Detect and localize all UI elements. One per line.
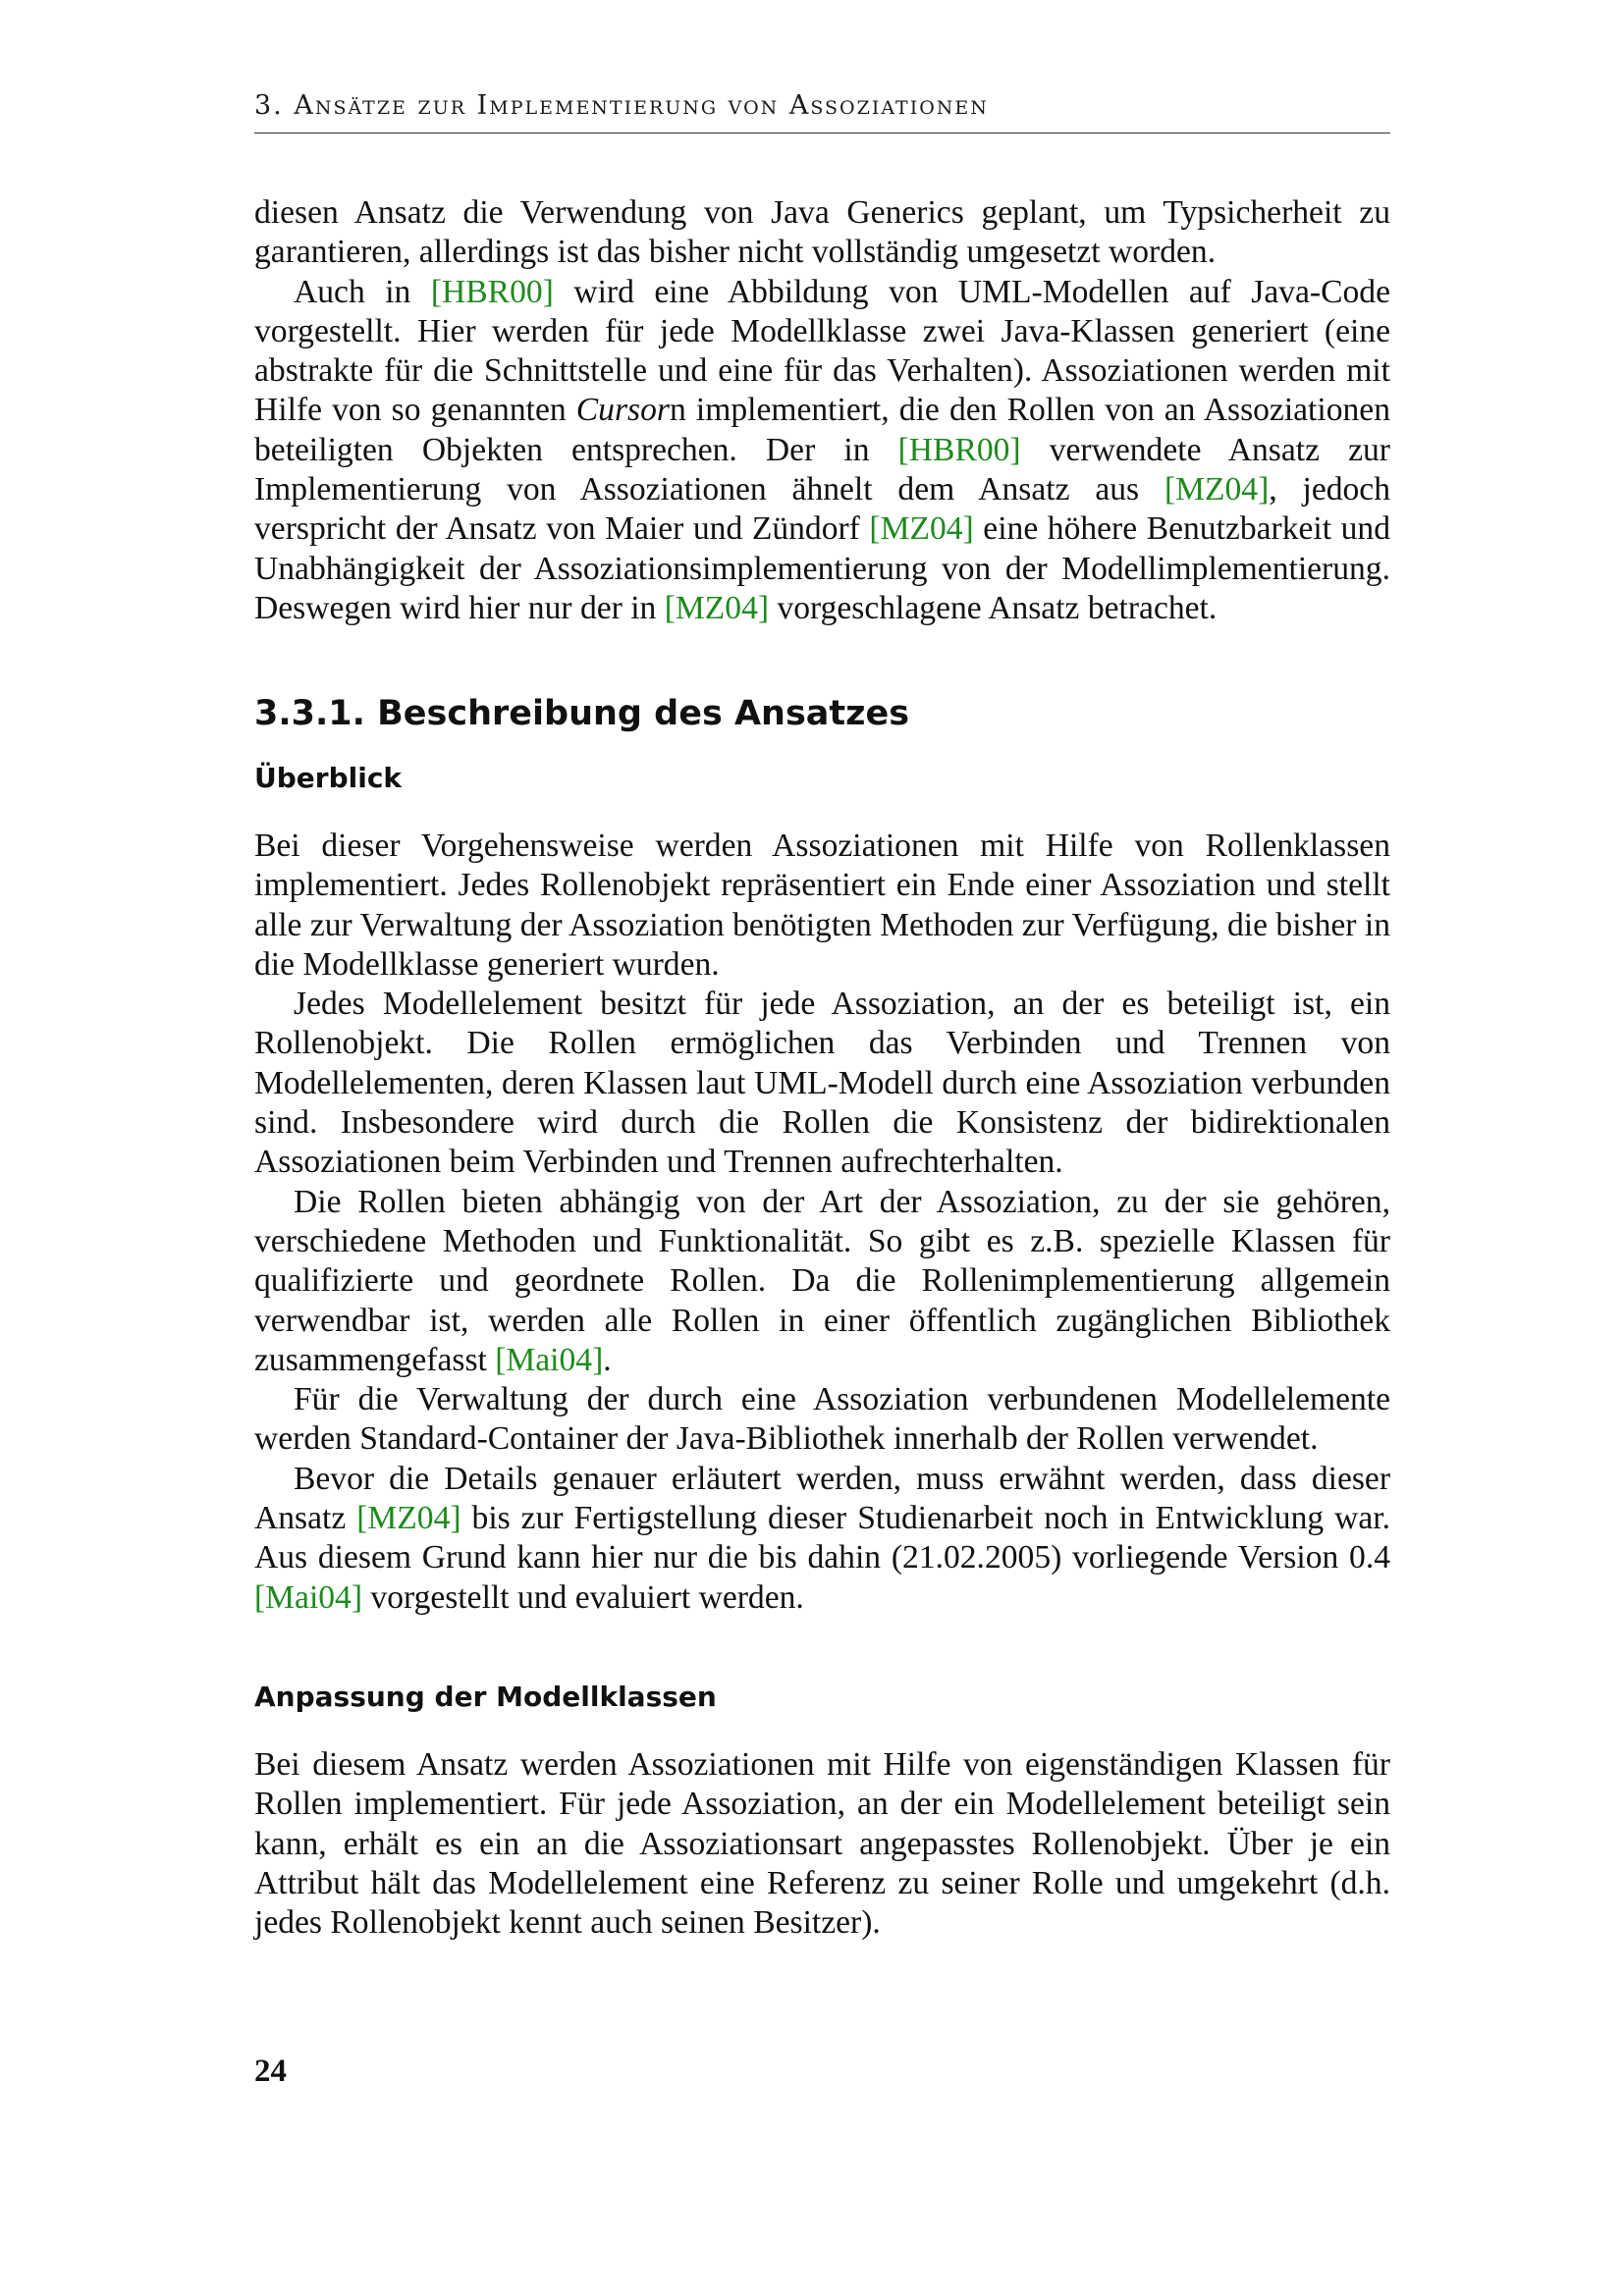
overview-text-block <box>254 827 1390 1618</box>
text-run: , jedoch verspricht der Ansatz von Maier und Zündorf <box>254 471 1390 548</box>
citation-link[interactable]: [MZ04] <box>664 589 770 626</box>
running-head: 3. Ansätze zur Implementierung von Assoziationen <box>254 90 989 121</box>
text-run: bis zur Fertigstellung dieser Studienarbeit noch in Entwicklung war. Aus diesem Grund kann hier nur die bis dahin (21.02.2005) vorliegende Version 0.4 <box>254 1500 1391 1576</box>
citation-link[interactable]: [HBR00] <box>897 431 1021 468</box>
section-heading: 3.3.1. Beschreibung des Ansatzes <box>254 694 910 733</box>
citation-link[interactable]: [MZ04] <box>869 510 974 548</box>
intro-text-block <box>254 193 1390 628</box>
citation-link[interactable]: [MZ04] <box>356 1500 461 1537</box>
emphasis-text: Cursor <box>575 392 670 429</box>
paragraph: Jedes Modellelement besitzt für jede Assoziation, an der es beteiligt ist, ein Rollenobjekt. Die Rollen ermöglichen das Verbinden und Trennen von Modellelementen, deren Klassen laut UML-Modell durch eine Assoziation verbunden sind. Insbesondere wird durch die Rollen die Konsistenz der bidirektionalen Assoziationen beim Verbinden und Trennen aufrechterhalten. <box>254 986 1390 1181</box>
citation-link[interactable]: [Mai04] <box>495 1341 604 1378</box>
paragraph-hbr00 <box>254 273 1390 629</box>
paragraph: Für die Verwaltung der durch eine Assoziation verbundenen Modellelemente werden Standard-Container der Java-Bibliothek innerhalb der Rollen verwendet. <box>254 1381 1390 1458</box>
paragraph <box>254 1460 1390 1618</box>
page-number: 24 <box>254 2054 287 2089</box>
text-run: vorgeschlagene Ansatz betrachet. <box>769 589 1218 626</box>
paragraph-continuation: diesen Ansatz die Verwendung von Java Generics geplant, um Typsicherheit zu garantieren, allerdings ist das bisher nicht vollständig umgesetzt worden. <box>254 194 1390 271</box>
paragraph: Bei dieser Vorgehensweise werden Assoziationen mit Hilfe von Rollenklassen implementiert. Jedes Rollenobjekt repräsentiert ein Ende einer Assoziation und stellt alle zur Verwaltung der Assoziation benötigten Methoden zur Verfügung, die bisher in die Modellklasse generiert wurden. <box>254 828 1390 983</box>
citation-link[interactable]: [HBR00] <box>430 273 554 310</box>
paragraph <box>254 1183 1390 1380</box>
citation-link[interactable]: [Mai04] <box>254 1578 363 1616</box>
text-run: verwendete Ansatz zur Implementierung von Assoziationen ähnelt dem Ansatz aus <box>254 431 1390 508</box>
text-run: Auch in <box>294 273 431 310</box>
text-run: . <box>603 1341 612 1378</box>
subheading-overview: Überblick <box>254 762 403 794</box>
citation-link[interactable]: [MZ04] <box>1164 471 1270 508</box>
text-run: Bevor die Details genauer erläutert werden, muss erwähnt werden, dass dieser Ansatz <box>254 1460 1390 1537</box>
subheading-adaptation: Anpassung der Modellklassen <box>254 1681 717 1713</box>
adaptation-text-block <box>254 1745 1390 1943</box>
text-run: eine höhere Benutzbarkeit und Unabhängigkeit der Assoziationsimplementierung von der Modellimplementierung. Deswegen wird hier nur der in <box>254 510 1390 626</box>
paragraph: Bei diesem Ansatz werden Assoziationen mit Hilfe von eigenständigen Klassen für Rollen implementiert. Für jede Assoziation, an der ein Modellelement beteiligt sein kann, erhält es ein an die Assoziationsart angepasstes Rollenobjekt. Über je ein Attribut hält das Modellelement eine Referenz zu seiner Rolle und umgekehrt (d.h. jedes Rollenobjekt kennt auch seinen Besitzer). <box>254 1746 1390 1942</box>
text-run: wird eine Abbildung von UML-Modellen auf Java-Code vorgestellt. Hier werden für jede Modellklasse zwei Java-Klassen generiert (eine abstrakte für die Schnittstelle und eine für das Verhalten). Assoziationen werden mit Hilfe von so genannten <box>254 273 1390 429</box>
text-run: n implementiert, die den Rollen von an Assoziationen beteiligten Objekten entsprechen. Der in <box>254 392 1390 468</box>
text-run: vorgestellt und evaluiert werden. <box>362 1578 804 1616</box>
text-run: Die Rollen bieten abhängig von der Art der Assoziation, zu der sie gehören, verschiedene Methoden und Funktionalität. So gibt es z.B. spezielle Klassen für qualifizierte und geordnete Rollen. Da die Rollenimplementierung allgemein verwendbar ist, werden alle Rollen in einer öffentlich zugänglichen Bibliothek zusammengefasst <box>254 1183 1390 1378</box>
